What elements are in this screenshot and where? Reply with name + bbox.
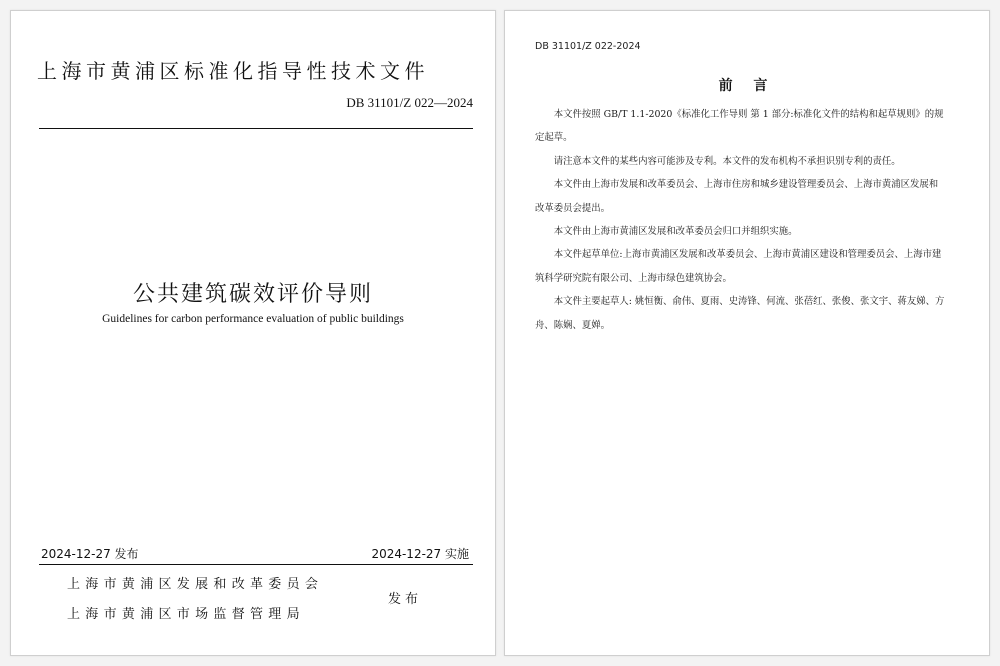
page-header-number: DB 31101/Z 022-2024 (535, 41, 641, 52)
paragraph-administrator: 本文件由上海市黄浦区发展和改革委员会归口并组织实施。 (553, 226, 798, 238)
foreword-body (535, 103, 945, 337)
issuer-development-reform: 上海市黄浦区发展和改革委员会 (67, 577, 324, 592)
issuer-market-supervision: 上海市黄浦区市场监督管理局 (67, 607, 305, 622)
issue-label: 发布 (388, 592, 423, 607)
document-type-heading: 上海市黄浦区标准化指导性技术文件 (37, 59, 429, 83)
paragraph-drafters: 本文件主要起草人: 姚恒衡、俞伟、夏雨、史涛锋、何流、张蓓红、张俊、张文宇、蒋友娣、方舟、陈娴、夏婵。 (535, 296, 945, 331)
paragraph-drafting-rules: 本文件按照 GB/T 1.1-2020《标准化工作导则 第 1 部分:标准化文件的结构和起草规则》的规定起草。 (535, 109, 944, 144)
foreword-title: 前 言 (718, 78, 776, 94)
foreword-page (504, 10, 990, 656)
document-title-chinese: 公共建筑碳效评价导则 (132, 282, 373, 307)
cover-page (10, 10, 496, 656)
top-rule (39, 128, 473, 129)
bottom-rule (39, 564, 473, 565)
document-number: DB 31101/Z 022—2024 (346, 95, 473, 110)
paragraph-drafting-units: 本文件起草单位:上海市黄浦区发展和改革委员会、上海市黄浦区建设和管理委员会、上海市建筑科学研究院有限公司、上海市绿色建筑协会。 (535, 249, 942, 284)
paragraph-proposers: 本文件由上海市发展和改革委员会、上海市住房和城乡建设管理委员会、上海市黄浦区发展和改革委员会提出。 (535, 179, 939, 214)
implement-date: 2024-12-27 实施 (371, 547, 469, 561)
paragraph-patent-notice: 请注意本文件的某些内容可能涉及专利。本文件的发布机构不承担识别专利的责任。 (553, 155, 901, 167)
publish-date: 2024-12-27 发布 (41, 547, 139, 561)
document-title-english: Guidelines for carbon performance evaluation of public buildings (102, 313, 404, 325)
